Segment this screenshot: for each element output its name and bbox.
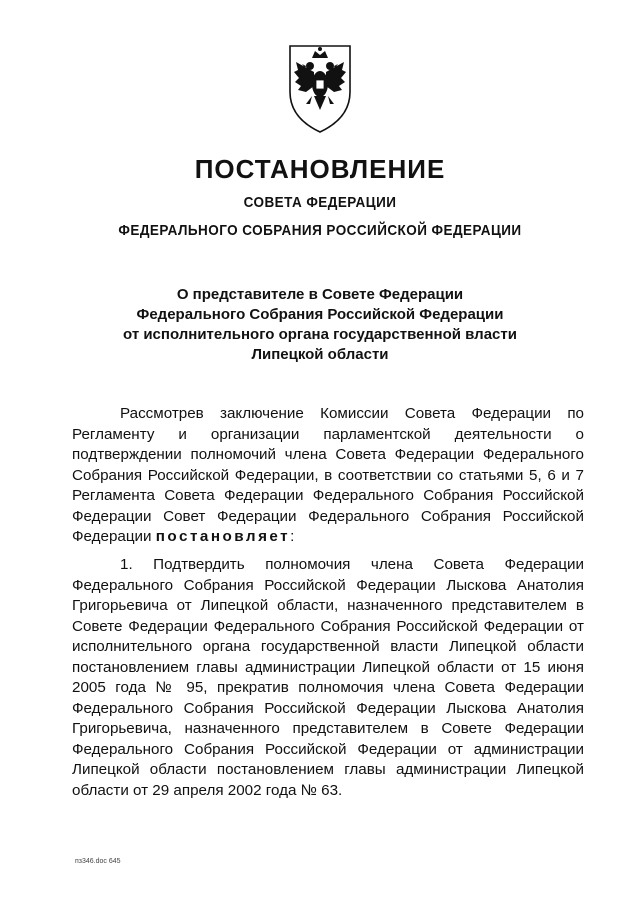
preamble-text: Рассмотрев заключение Комиссии Совета Федерации по Регламенту и организации парламентской деятельности о подтверждении полномочий члена Совета Федерации Федерального Собрания Российской Федерации, в соответствии со статьями 5, 6 и 7 Регламента Совета Федерации Федерального Собрания Российской Федерации Совет Федерации Федерального Собрания Российской Федерации xyxy=(72,405,584,545)
footer-document-code: пз346.doc 645 xyxy=(75,858,121,865)
preamble-end: : xyxy=(290,528,295,545)
heading-line: О представителе в Совете Федерации xyxy=(176,286,464,303)
document-title: ПОСТАНОВЛЕНИЕ xyxy=(194,154,446,184)
item-1-text: 1. Подтвердить полномочия члена Совета Федерации Федерального Собрания Российской Федерации Лыскова Анатолия Григорьевича от Липецкой области, назначенного представителем в Совете Федерации Федерального Собрания Российской Федерации от исполнительного органа государственной власти Липецкой области постановлением главы администрации Липецкой области от 15 июня 2005 года № 95, прекратив полномочия члена Совета Федерации Федерального Собрания Российской Федерации Лыскова Анатолия Григорьевича, назначенного представителем в Совете Федерации Федерального Собрания Российской Федерации от администрации Липецкой области постановлением главы администрации Липецкой области от 29 апреля 2002 года № 63. xyxy=(72,556,584,799)
document-heading xyxy=(0,285,640,365)
heading-line: от исполнительного органа государственной власти xyxy=(123,326,517,343)
heading-line: Федерального Собрания Российской Федерации xyxy=(136,306,504,323)
heading-line: Липецкой области xyxy=(251,346,389,363)
item-1-paragraph xyxy=(72,555,584,801)
resolves-word: постановляет xyxy=(155,528,291,545)
document-subtitle-line2: ФЕДЕРАЛЬНОГО СОБРАНИЯ РОССИЙСКОЙ ФЕДЕРАЦИИ xyxy=(118,222,522,239)
coat-of-arms-emblem-icon xyxy=(270,40,370,136)
preamble-paragraph xyxy=(72,404,584,548)
document-subtitle-line1: СОВЕТА ФЕДЕРАЦИИ xyxy=(243,194,397,211)
